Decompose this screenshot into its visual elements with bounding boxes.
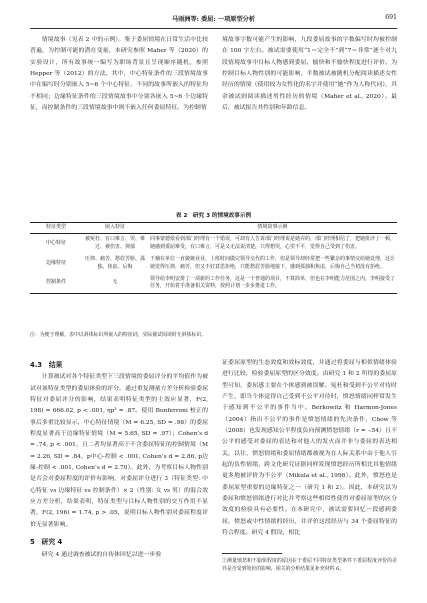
- paragraph: 境故事字数可能产生的影响，九段委屈故事的字数偏写时均被控制在 100 字左右。被试需要使用“1＝完全不”到“7＝非常”逐个对九段情境故事中目标人物感到委屈、愉快和不愉快程度进行评价。为控制目标人物性别的可能影响，半数被试被随机分配阅读描述女性经历的情境（使用较为女性化的名字并使用“她”作为人称代词），其余被试则阅读描述男性经历的情境（Maher et al., 2020）。最后，被试报告其性别和年龄信息。: [222, 37, 397, 112]
- section-heading: 4.3 结果: [30, 361, 63, 369]
- example-table: [30, 222, 397, 294]
- table-header-cell: 特征类型: [30, 223, 82, 234]
- table-note: 注：为便于理解，表中以斜体标识所嵌入的特征词，实际被试阅读时无斜体标识。: [30, 332, 207, 338]
- right-column-top: [222, 35, 397, 114]
- feature-type-cell: 中心特征: [45, 239, 66, 246]
- feature-type-cell: 控制条件: [30, 274, 82, 294]
- running-header: [30, 14, 397, 26]
- embedded-features-cell: 被冤枉、有口难言、哭、难过、被伤害、抑郁: [84, 235, 145, 250]
- paragraph: 计算被试对各个特征类型下三段情境的委屈评分的平均值作为被试对该特征类型的委屈体验的评分。通过重复测量方差分析检验委屈特征对委屈评分的影响，结果表明特征类型的主效应显著，F(2, 198) = 666.02, p < .001, ηp² = .87。使用 Bonferroni 校正的事后多重比较显示，中心特征情境（M = 6.25, SD = .98）的委屈程度显著高于边缘特征情境（M = 5.65, SD = .97）；Cohen’s d = .74, p < .001，且二者均显著高于不含委屈特征的控制情境（M = 2.26, SD = .84，p中心-控制 < .001, Cohen’s d = 2.86, p边缘-控制 < .001, Cohen’s d = 2.70）。此外，为考察目标人物性别是否会对委屈程度的评价有影响，对委屈评分进行 3（特征类型: 中心特征 vs 边缘特征 vs 控制条件）× 2（性别: 女 vs 男）的混合效应方差分析，结果表明，特征类型与目标人物性别的交互作用不显著，F(2, 196) = 1.74, p > .05，说明目标人物性别对委屈程度评价无显著影响。: [30, 374, 208, 528]
- embedded-features-cell: 无: [82, 274, 148, 294]
- table-row: [30, 274, 397, 294]
- table-header-cell: 情境故事示例: [148, 223, 397, 234]
- example-cell: 领导给李明安排了一项新的工作任务，这是一个普通的项目，不算简单，但也在李明能力范围之内。李明接受了任务，开始着手准备相关资料，按照计划一步步推进工作。: [148, 274, 397, 294]
- table-header-cell: 嵌入特征: [82, 223, 148, 234]
- table-row: [30, 254, 397, 274]
- right-column-bottom: [222, 358, 397, 540]
- table-caption: 表 2 研究 3 的情境故事示例: [175, 213, 252, 219]
- footnote-rule: [222, 553, 282, 554]
- page-number: 691: [385, 14, 397, 21]
- left-column-bottom: [30, 358, 208, 561]
- header-rule: [30, 28, 397, 29]
- example-cell: 王楠在单位一直兢兢业业，上班时间做完领导交代的工作，但是领导却经常把一些繁杂的事情交给她处理，这让她觉得压抑，痛苦，但又不好意思拒绝，只能愁眉苦脸地接下，感到孤独和焦虑，后悔自己当初没有拒绝。: [150, 255, 396, 270]
- feature-type-cell: 边缘特征: [45, 259, 66, 266]
- paragraph: 情境故事（见表 2 中的示例）。鉴于委屈情境在日常生活中比较普遍，为控制可能的潜在变量，本研究参照 Maher 等（2020）的实验设计，所有故事统一编写为职场背景且呈现顺序随机。参照 Hepper 等（2012）的方法，其中，中心特征条件的三段情境故事中在编写时分别嵌入 5~6 个中心特征，不同的故事所嵌入的特征均不相同；边缘特征条件的三段情境故事中分别各嵌入 5~6 个边缘特征，而控制条件的三段情境故事中则不嵌入任何委屈特征。为控制情: [30, 37, 208, 112]
- header-title: 马雨洲等: 委屈: 一项原型分析: [171, 16, 256, 23]
- paragraph: 研究 4 通过调查被试的自传体回忆以进一步验: [41, 551, 162, 558]
- footnote: ②测量愤怒和不愉快程度的原因在于委屈不同特征类型条件下委屈程度评价的差异是否受到效价的影响，相关的分析结果见补充材料 6。: [222, 558, 397, 572]
- embedded-features-cell: 压抑、痛苦、愁眉苦脸、孤独、焦虑、后悔: [84, 255, 145, 270]
- table-row: [30, 233, 397, 253]
- section-heading: 5 研究 4: [30, 538, 63, 547]
- paragraph: 证委屈原型的生态效度和效标效度，并通过将委屈与相似情绪体验进行比较，检验委屈原型的区分效度。由研究 1 和 2 所得的委屈原型可知，委屈感主要在个体感到被误解、冤枉和受到不公平对待时产生，即当个体觉得自己受到不公平对待时，愤怒情绪同样常发生于感知到不公平的事件当中。Berkowitz 和 Harmon-Jones（2004）指出不公平的事件是愤怒情绪的先决条件，Chow 等（2008）也发现感知公平程度负向预测愤怒情绪（r = -.54）且不公平的感受对委屈的表达和对他人的发火而并非与委屈的表达相关。以往，愤怒情绪和委屈情绪都被视为在人际关系中由于他人引起的负性情绪，跨文化研究证据同样发现愤怒经历所相比其他情绪更多地被评价为不公平（Mikula et al., 1998）。此外，愤怒也是委屈原型重要的边缘特征之一（研究 1 和 2）。因此，本研究以为委屈和愤怒情绪进行对比并考察这些相似性使得对委屈原型的区分效度的检验具有必要性。在本研究中，被试需要回忆一段感到委屈、愤怒或中性情绪的经历，并评价这段经历与 34 个委屈特征的符合程度。研究 4 假设，相比: [222, 360, 397, 537]
- table-header-row: [30, 223, 397, 234]
- left-column-top: [30, 35, 208, 114]
- example-cell: 同事蒙德依看到部门经理有一个错误，可却有人告诉部门经理说是她弄的，部门经理相信了，把她批评了一顿，她感到委屈难受，有口难言，可是又无法说清楚，只得想哭，心里不平，觉得自己受到了伤害。: [150, 235, 396, 250]
